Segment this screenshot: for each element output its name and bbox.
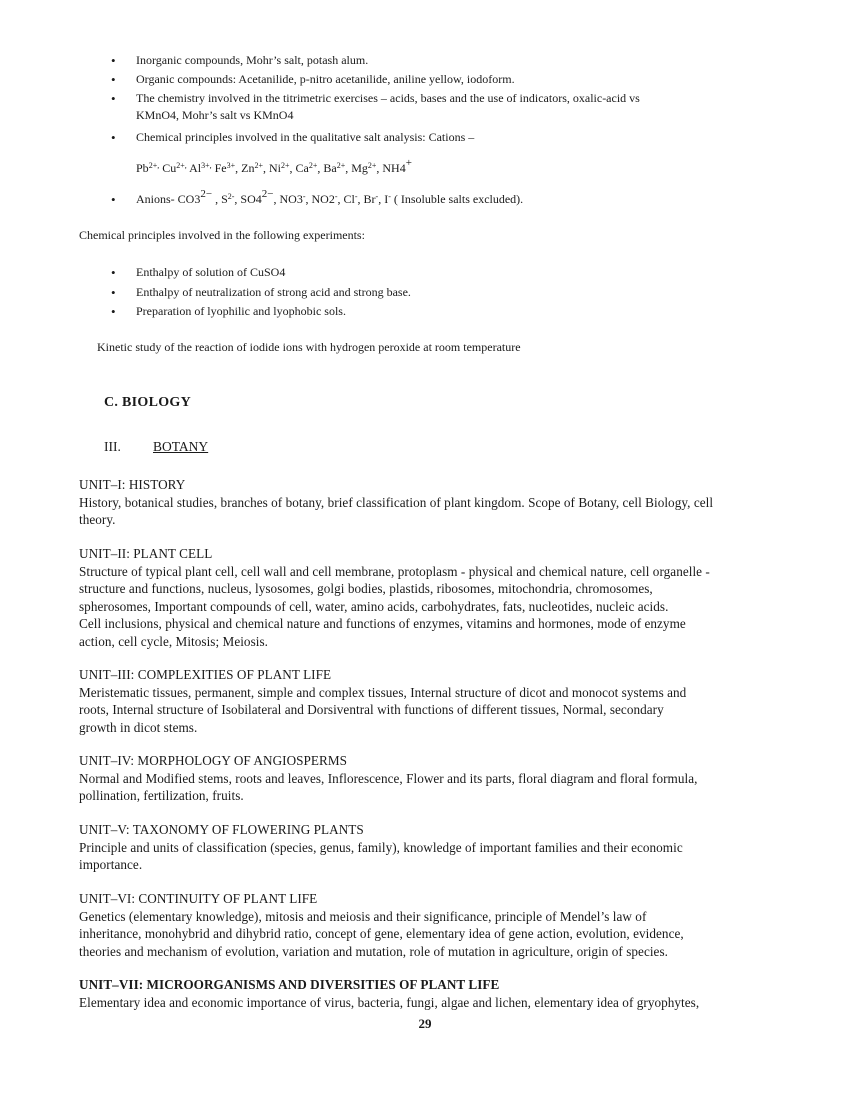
cations-formula-line bbox=[136, 157, 412, 177]
anion-br: , Br bbox=[357, 192, 376, 206]
unit-block bbox=[79, 976, 800, 1011]
unit-title: UNIT–IV: MORPHOLOGY OF ANGIOSPERMS bbox=[79, 753, 348, 768]
cation-fe: Fe bbox=[211, 161, 227, 175]
subsection-number: III. bbox=[104, 439, 121, 454]
cation-al-charge: 3+, bbox=[201, 161, 212, 170]
subsection-title: BOTANY bbox=[153, 439, 209, 454]
unit-text-line: theory. bbox=[79, 512, 116, 527]
cation-ca: , Ca bbox=[289, 161, 309, 175]
unit-text-line: Elementary idea and economic importance of virus, bacteria, fungi, algae and lichen, elementary idea of gryophytes, bbox=[79, 994, 700, 1010]
anion-s: , S bbox=[212, 192, 228, 206]
cation-nh4: , NH4 bbox=[376, 161, 406, 175]
cation-pb-charge: 2+, bbox=[148, 161, 160, 170]
section-heading: C. BIOLOGY bbox=[104, 395, 192, 410]
cation-cu: Cu bbox=[159, 161, 177, 175]
unit-block bbox=[79, 890, 800, 960]
anion-i: , I bbox=[378, 192, 389, 206]
unit-text-line: spherosomes, Important compounds of cell, water, amino acids, carbohydrates, fats, nucleotides, nucleic acids. bbox=[79, 598, 669, 614]
bullet-qualitative-analysis: • Chemical principles involved in the qualitative salt analysis: Cations – bbox=[136, 129, 790, 146]
anion-so4-charge: 2− bbox=[261, 188, 274, 200]
anion-no2-charge: - bbox=[334, 192, 338, 201]
cation-nh4-charge: + bbox=[405, 157, 412, 169]
page-number: 29 bbox=[418, 1016, 432, 1031]
anion-no2: , NO2 bbox=[305, 192, 335, 206]
anion-note: ( Insoluble salts excluded). bbox=[390, 192, 524, 206]
anion-cl-charge: - bbox=[354, 192, 358, 201]
experiment-item: • Preparation of lyophilic and lyophobic sols. bbox=[136, 303, 790, 320]
unit-title: UNIT–II: PLANT CELL bbox=[79, 546, 213, 561]
unit-block bbox=[79, 821, 800, 874]
anion-no3: , NO3 bbox=[273, 192, 303, 206]
cation-zn: , Zn bbox=[235, 161, 255, 175]
anion-cl: , Cl bbox=[337, 192, 355, 206]
unit-text-line: Meristematic tissues, permanent, simple and complex tissues, Internal structure of dicot and monocot systems and bbox=[79, 684, 687, 700]
unit-title: UNIT–VI: CONTINUITY OF PLANT LIFE bbox=[79, 891, 318, 906]
cation-ca-charge: 2+ bbox=[308, 161, 318, 170]
anion-so4: , SO4 bbox=[234, 192, 262, 206]
experiment-item: • Enthalpy of neutralization of strong acid and strong base. bbox=[136, 284, 790, 301]
experiments-intro: Chemical principles involved in the following experiments: bbox=[79, 228, 365, 242]
cation-ba: , Ba bbox=[317, 161, 337, 175]
unit-text-line: roots, Internal structure of Isobilateral and Dorsiventral with functions of different tissues, Normal, secondary bbox=[79, 702, 664, 717]
cation-pb: Pb bbox=[136, 161, 149, 175]
unit-block bbox=[79, 666, 800, 736]
unit-text-line: Genetics (elementary knowledge), mitosis and meiosis and their significance, principle of Mendel’s law of bbox=[79, 908, 647, 924]
bullet-inorganic-compounds: • Inorganic compounds, Mohr’s salt, potash alum. bbox=[136, 52, 790, 69]
anion-s-charge: 2- bbox=[227, 192, 235, 201]
cation-mg-charge: 2+ bbox=[367, 161, 377, 170]
cation-zn-charge: 2+ bbox=[254, 161, 263, 170]
anion-br-charge: - bbox=[375, 192, 379, 201]
unit-text-line: theories and mechanism of evolution, variation and mutation, role of mutation in agriculture, origin of species. bbox=[79, 943, 668, 959]
unit-text-line: action, cell cycle, Mitosis; Meiosis. bbox=[79, 633, 269, 649]
unit-block bbox=[79, 476, 800, 529]
unit-text-line: Normal and Modified stems, roots and leaves, Inflorescence, Flower and its parts, floral diagram and floral formula, bbox=[79, 770, 698, 786]
cation-ni: , Ni bbox=[262, 161, 281, 175]
unit-block bbox=[79, 752, 800, 805]
unit-text-line: growth in dicot stems. bbox=[79, 719, 198, 735]
bullet-titrimetric bbox=[136, 90, 790, 124]
titrimetric-line-2: KMnO4, Mohr’s salt vs KMnO4 bbox=[136, 108, 294, 122]
anion-co3-charge: 2− bbox=[200, 188, 213, 200]
cation-al: Al bbox=[186, 161, 202, 175]
bullet-anions bbox=[136, 188, 790, 208]
unit-title: UNIT–VII: MICROORGANISMS AND DIVERSITIES OF PLANT LIFE bbox=[79, 977, 500, 992]
unit-text-line: pollination, fertilization, fruits. bbox=[79, 788, 244, 803]
experiment-item: • Enthalpy of solution of CuSO4 bbox=[136, 264, 790, 281]
titrimetric-line-1: The chemistry involved in the titrimetric exercises – acids, bases and the use of indicators, oxalic-acid vs bbox=[136, 91, 640, 105]
cation-cu-charge: 2+, bbox=[176, 161, 187, 170]
unit-text-line: structure and functions, nucleus, lysosomes, golgi bodies, plastids, ribosomes, mitochondria, chromosomes, bbox=[79, 581, 653, 596]
unit-title: UNIT–V: TAXONOMY OF FLOWERING PLANTS bbox=[79, 822, 364, 837]
kinetic-study-line: Kinetic study of the reaction of iodide ions with hydrogen peroxide at room temperature bbox=[97, 340, 521, 354]
cation-ni-charge: 2+ bbox=[280, 161, 290, 170]
anion-co3: Anions- CO3 bbox=[136, 192, 201, 206]
unit-title: UNIT–I: HISTORY bbox=[79, 477, 186, 492]
unit-text-line: importance. bbox=[79, 857, 143, 872]
unit-title: UNIT–III: COMPLEXITIES OF PLANT LIFE bbox=[79, 667, 332, 682]
unit-block bbox=[79, 545, 800, 650]
unit-text-line: Principle and units of classification (species, genus, family), knowledge of important families and their economic bbox=[79, 839, 683, 855]
anion-i-charge: - bbox=[388, 192, 391, 201]
unit-text-line: Cell inclusions, physical and chemical nature and functions of enzymes, vitamins and hormones, mode of enzyme bbox=[79, 616, 686, 631]
bullet-organic-compounds: • Organic compounds: Acetanilide, p-nitro acetanilide, aniline yellow, iodoform. bbox=[136, 71, 790, 88]
unit-text-line: Structure of typical plant cell, cell wall and cell membrane, protoplasm - physical and chemical nature, cell organelle - bbox=[79, 563, 710, 579]
cation-mg: , Mg bbox=[345, 161, 368, 175]
unit-text-line: inheritance, monohybrid and dihybrid ratio, concept of gene, elementary idea of gene action, evolution, evidence, bbox=[79, 926, 684, 941]
cation-ba-charge: 2+ bbox=[336, 161, 346, 170]
anion-no3-charge: - bbox=[302, 192, 306, 201]
unit-text-line: History, botanical studies, branches of botany, brief classification of plant kingdom. Scope of Botany, cell Biology, cell bbox=[79, 494, 714, 510]
cation-fe-charge: 3+ bbox=[226, 161, 236, 170]
